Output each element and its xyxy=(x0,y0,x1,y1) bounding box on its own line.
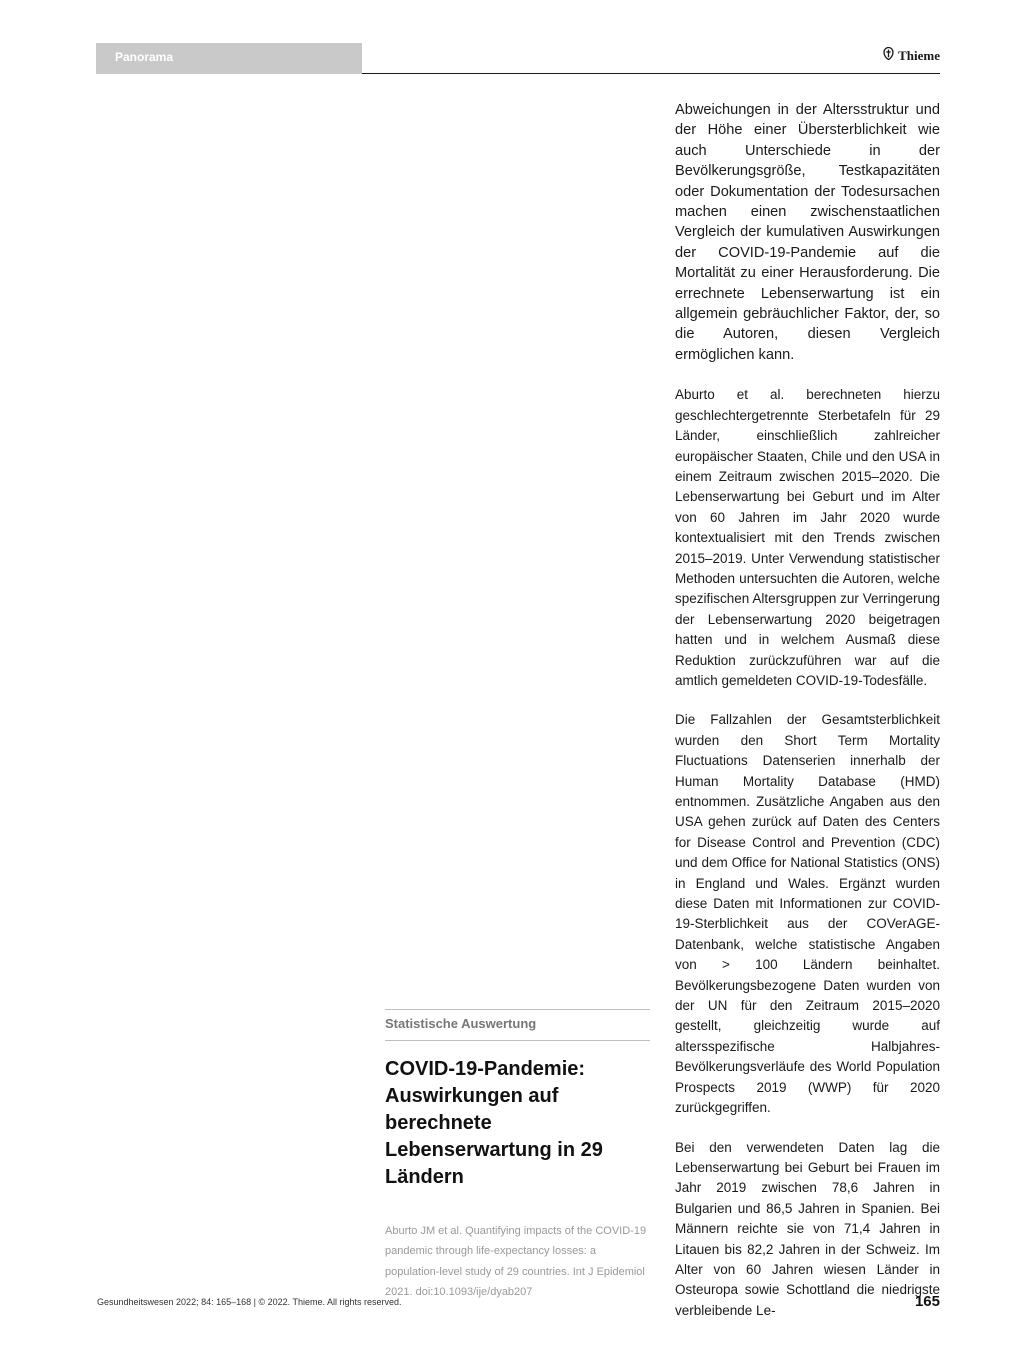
article-header-box xyxy=(385,1009,650,1303)
publisher-name: Thieme xyxy=(898,47,940,63)
divider xyxy=(385,1009,650,1010)
citation: Aburto JM et al. Quantifying impacts of the COVID-19 pandemic through life-expectancy losses: a population-level study of 29 countries. Int J Epidemiol 2021. doi:10.1093/ije/dyab207 xyxy=(385,1225,647,1299)
lead-paragraph: Abweichungen in der Altersstruktur und der Höhe einer Übersterblichkeit wie auch Unterschiede in der Bevölkerungsgröße, Testkapazitäten oder Dokumentation der Todesursachen machen einen zwischenstaatlichen Vergleich der kumulativen Auswirkungen der COVID-19-Pandemie auf die Mortalität zu einer Herausforderung. Die errechnete Lebenserwartung ist ein allgemein gebräuchlicher Faktor, der, so die Autoren, diesen Vergleich ermöglichen kann. xyxy=(675,102,940,363)
header-rule xyxy=(362,73,940,74)
body-paragraph-2: Die Fallzahlen der Gesamtsterblichkeit wurden den Short Term Mortality Fluctuations Datenserien innerhalb der Human Mortality Database (HMD) entnommen. Zusätzliche Angaben aus den USA gehen zurück auf Daten des Centers for Disease Control and Prevention (CDC) und dem Office for National Statistics (ONS) in England und Wales. Ergänzt wurden diese Daten mit Informationen zur COVID-19-Sterblichkeit aus der COVerAGE-Datenbank, welche statistische Angaben von > 100 Ländern beinhaltet. Bevölkerungsbezogene Daten wurden von der UN für den Zeitraum 2015–2020 gestellt, gleichzeitig wurde auf altersspezifische Halbjahres-Bevölkerungsverläufe des World Population Prospects 2019 (WWP) für 2020 zurückgegriffen. xyxy=(675,712,940,1116)
page-number: 165 xyxy=(914,1293,940,1310)
publisher-logo xyxy=(883,47,940,64)
journal-footer: Gesundheitswesen 2022; 84: 165–168 | © 2022. Thieme. All rights reserved. xyxy=(97,1297,402,1307)
section-tab: Panorama xyxy=(96,43,362,74)
body-paragraph-1: Aburto et al. berechneten hierzu geschlechtergetrennte Sterbetafeln für 29 Länder, einschließlich zahlreicher europäischer Staaten, Chile und den USA in einem Zeitraum zwischen 2015–2020. Die Lebenserwartung bei Geburt und im Alter von 60 Jahren im Jahr 2020 wurde kontextualisiert mit den Trends zwischen 2015–2019. Unter Verwendung statistischer Methoden untersuchten die Autoren, welche spezifischen Altersgruppen zur Verringerung der Lebenserwartung 2020 beigetragen hatten und in welchem Ausmaß diese Reduktion zurückzuführen war auf die amtlich gemeldeten COVID-19-Todesfälle. xyxy=(675,387,940,688)
section-label: Statistische Auswertung xyxy=(385,1016,537,1031)
article-title: COVID-19-Pandemie: Auswirkungen auf berechnete Lebenserwartung in 29 Ländern xyxy=(385,1058,603,1188)
article-body xyxy=(675,100,940,1340)
body-paragraph-3: Bei den verwendeten Daten lag die Lebenserwartung bei Geburt bei Frauen im Jahr 2019 zwischen 78,6 Jahren in Bulgarien und 86,5 Jahren in Spanien. Bei Männern reichte sie von 71,4 Jahren in Litauen bis 82,2 Jahren in der Schweiz. Im Alter von 60 Jahren wiesen Länder in Osteuropa sowie Schottland die niedrigste verbleibende Le- xyxy=(675,1139,940,1318)
thieme-logo-icon xyxy=(883,47,894,64)
divider xyxy=(385,1040,650,1041)
